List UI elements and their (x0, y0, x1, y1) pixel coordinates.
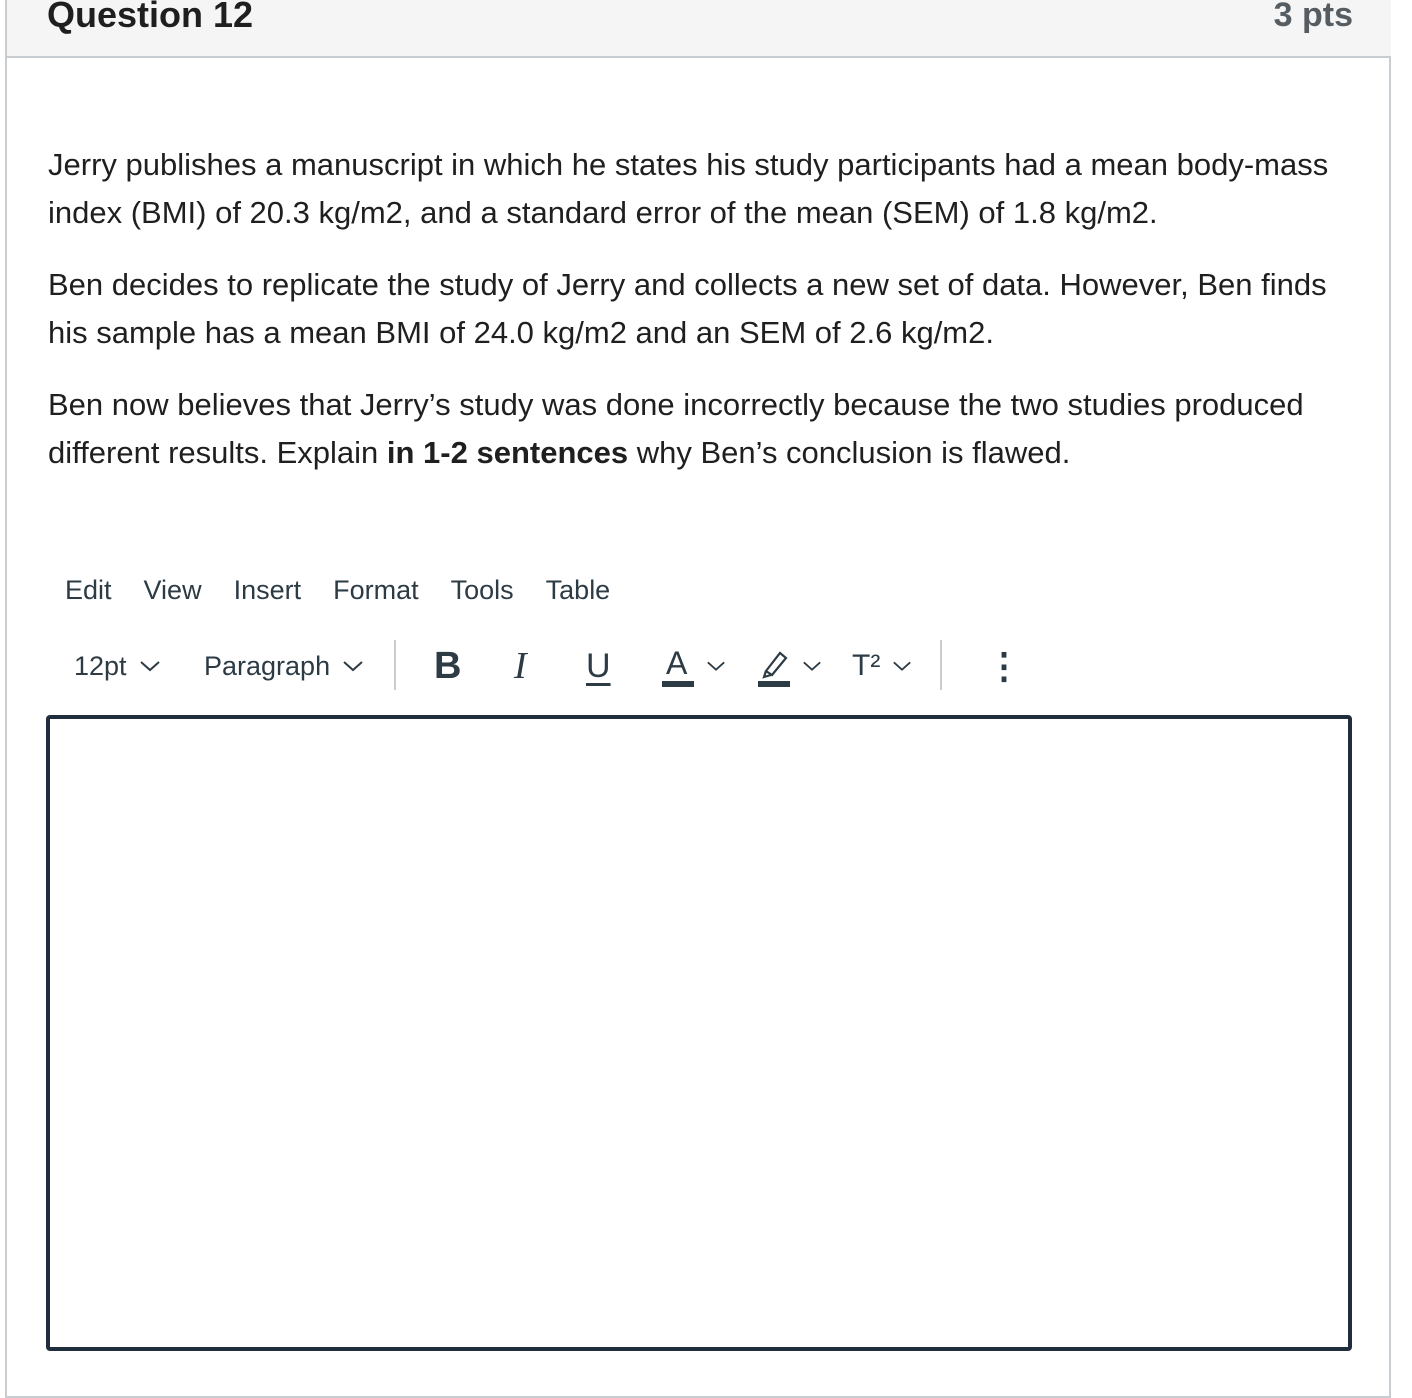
editor-toolbar (58, 638, 1038, 694)
text-color-button[interactable] (662, 638, 726, 694)
superscript-icon: T² (852, 649, 881, 682)
chevron-down-icon (706, 659, 726, 673)
toolbar-separator (394, 640, 396, 690)
underline-button[interactable] (586, 638, 611, 694)
highlighter-icon (758, 643, 790, 689)
question-points: 3 pts (1273, 0, 1353, 34)
paragraph-3-bold-text: in 1-2 sentences (386, 435, 629, 470)
chevron-down-icon (892, 659, 912, 673)
question-paragraph-1: Jerry publishes a manuscript in which he states his study participants had a mean body-mass index (BMI) of 20.3 kg/m2, and a standard error of the mean (SEM) of 1.8 kg/m2. (48, 147, 1329, 230)
more-vertical-icon: ⋮ (986, 645, 1022, 686)
text-color-bar (662, 681, 694, 687)
toolbar-separator (940, 640, 942, 690)
highlight-color-bar (758, 681, 790, 687)
pen-icon (758, 647, 790, 683)
bold-button[interactable] (434, 638, 461, 694)
question-paragraph-2: Ben decides to replicate the study of Jerry and collects a new set of data. However, Ben finds his sample has a mean BMI of 24.0 kg/m2 and an SEM of 2.6 kg/m2. (48, 267, 1327, 350)
text-color-icon (662, 643, 694, 689)
block-format-dropdown[interactable] (204, 638, 364, 694)
menu-edit[interactable]: Edit (65, 574, 112, 605)
editor-menubar (53, 568, 630, 612)
superscript-button[interactable] (852, 638, 912, 694)
font-size-value: 12pt (74, 650, 127, 681)
chevron-down-icon (342, 659, 364, 673)
more-options-button[interactable] (986, 638, 1022, 694)
chevron-down-icon (139, 659, 161, 673)
menu-tools[interactable]: Tools (450, 574, 514, 605)
menu-view[interactable]: View (143, 574, 202, 605)
question-paragraph-3 (48, 381, 1358, 477)
menu-format[interactable]: Format (333, 574, 419, 605)
text-color-letter: A (666, 645, 688, 681)
question-title: Question 12 (47, 0, 254, 35)
menu-insert[interactable]: Insert (233, 574, 302, 605)
highlight-color-button[interactable] (758, 638, 822, 694)
paragraph-3-text-start: Ben now believes that Jerry’s study was done incorrectly because the two studies produced different results. Explain (48, 387, 1304, 470)
chevron-down-icon (802, 659, 822, 673)
menu-table[interactable]: Table (545, 574, 611, 605)
question-header (7, 0, 1391, 58)
block-format-value: Paragraph (204, 650, 331, 681)
paragraph-3-text-end: why Ben’s conclusion is flawed. (628, 435, 1071, 470)
question-text (48, 141, 1358, 501)
rich-text-editor-area[interactable] (46, 715, 1352, 1351)
bold-icon: B (434, 644, 462, 687)
font-size-dropdown[interactable] (74, 638, 161, 694)
italic-icon: I (514, 645, 527, 687)
italic-button[interactable] (514, 638, 527, 694)
underline-icon: U (586, 646, 611, 685)
